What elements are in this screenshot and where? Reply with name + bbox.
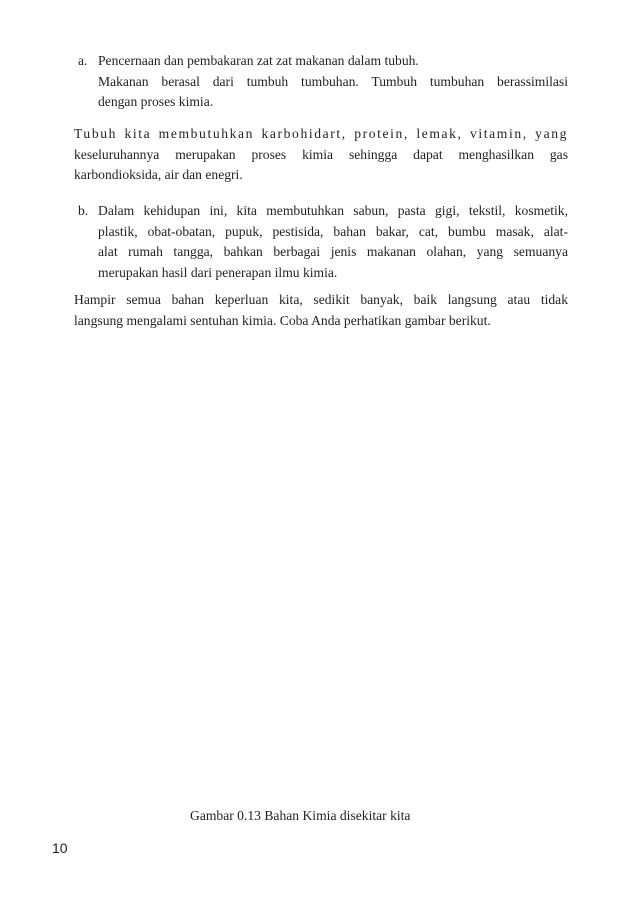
item-a-line-1: Pencernaan dan pembakaran zat zat makanan dalam tubuh. <box>98 53 419 68</box>
para1-line-2: keseluruhannya merupakan proses kimia sehingga dapat menghasilkan gas <box>74 146 568 162</box>
figure-caption: Gambar 0.13 Bahan Kimia disekitar kita <box>190 808 411 823</box>
para1-line-3: karbondioksida, air dan enegri. <box>74 167 243 182</box>
list-marker-b: b. <box>78 203 89 218</box>
item-b-line-3: alat rumah tangga, bahkan berbagai jenis makanan olahan, yang semuanya <box>98 244 568 259</box>
item-b-line-2: plastik, obat-obatan, pupuk, pestisida, bahan bakar, cat, bumbu masak, alat- <box>98 223 568 239</box>
item-b-line-1: Dalam kehidupan ini, kita membutuhkan sabun, pasta gigi, tekstil, kosmetik, <box>98 203 568 218</box>
para2-line-1: Hampir semua bahan keperluan kita, sedikit banyak, baik langsung atau tidak <box>74 292 568 307</box>
paragraph-2 <box>74 290 568 331</box>
para2-line-2: langsung mengalami sentuhan kimia. Coba Anda perhatikan gambar berikut. <box>74 312 491 328</box>
list-item-b <box>78 201 568 283</box>
item-b-line-4: merupakan hasil dari penerapan ilmu kimia. <box>98 264 338 280</box>
paragraph-1 <box>74 124 568 186</box>
list-marker-a: a. <box>78 53 88 68</box>
para1-line-1: Tubuh kita membutuhkan karbohidart, protein, lemak, vitamin, yang <box>74 126 568 141</box>
item-a-line-3: dengan proses kimia. <box>98 94 214 109</box>
item-a-line-2: Makanan berasal dari tumbuh tumbuhan. Tumbuh tumbuhan berassimilasi <box>98 73 568 89</box>
page-number: 10 <box>52 840 68 856</box>
list-item-a <box>78 51 568 113</box>
list-body-b <box>98 201 568 283</box>
list-body-a <box>98 51 568 113</box>
